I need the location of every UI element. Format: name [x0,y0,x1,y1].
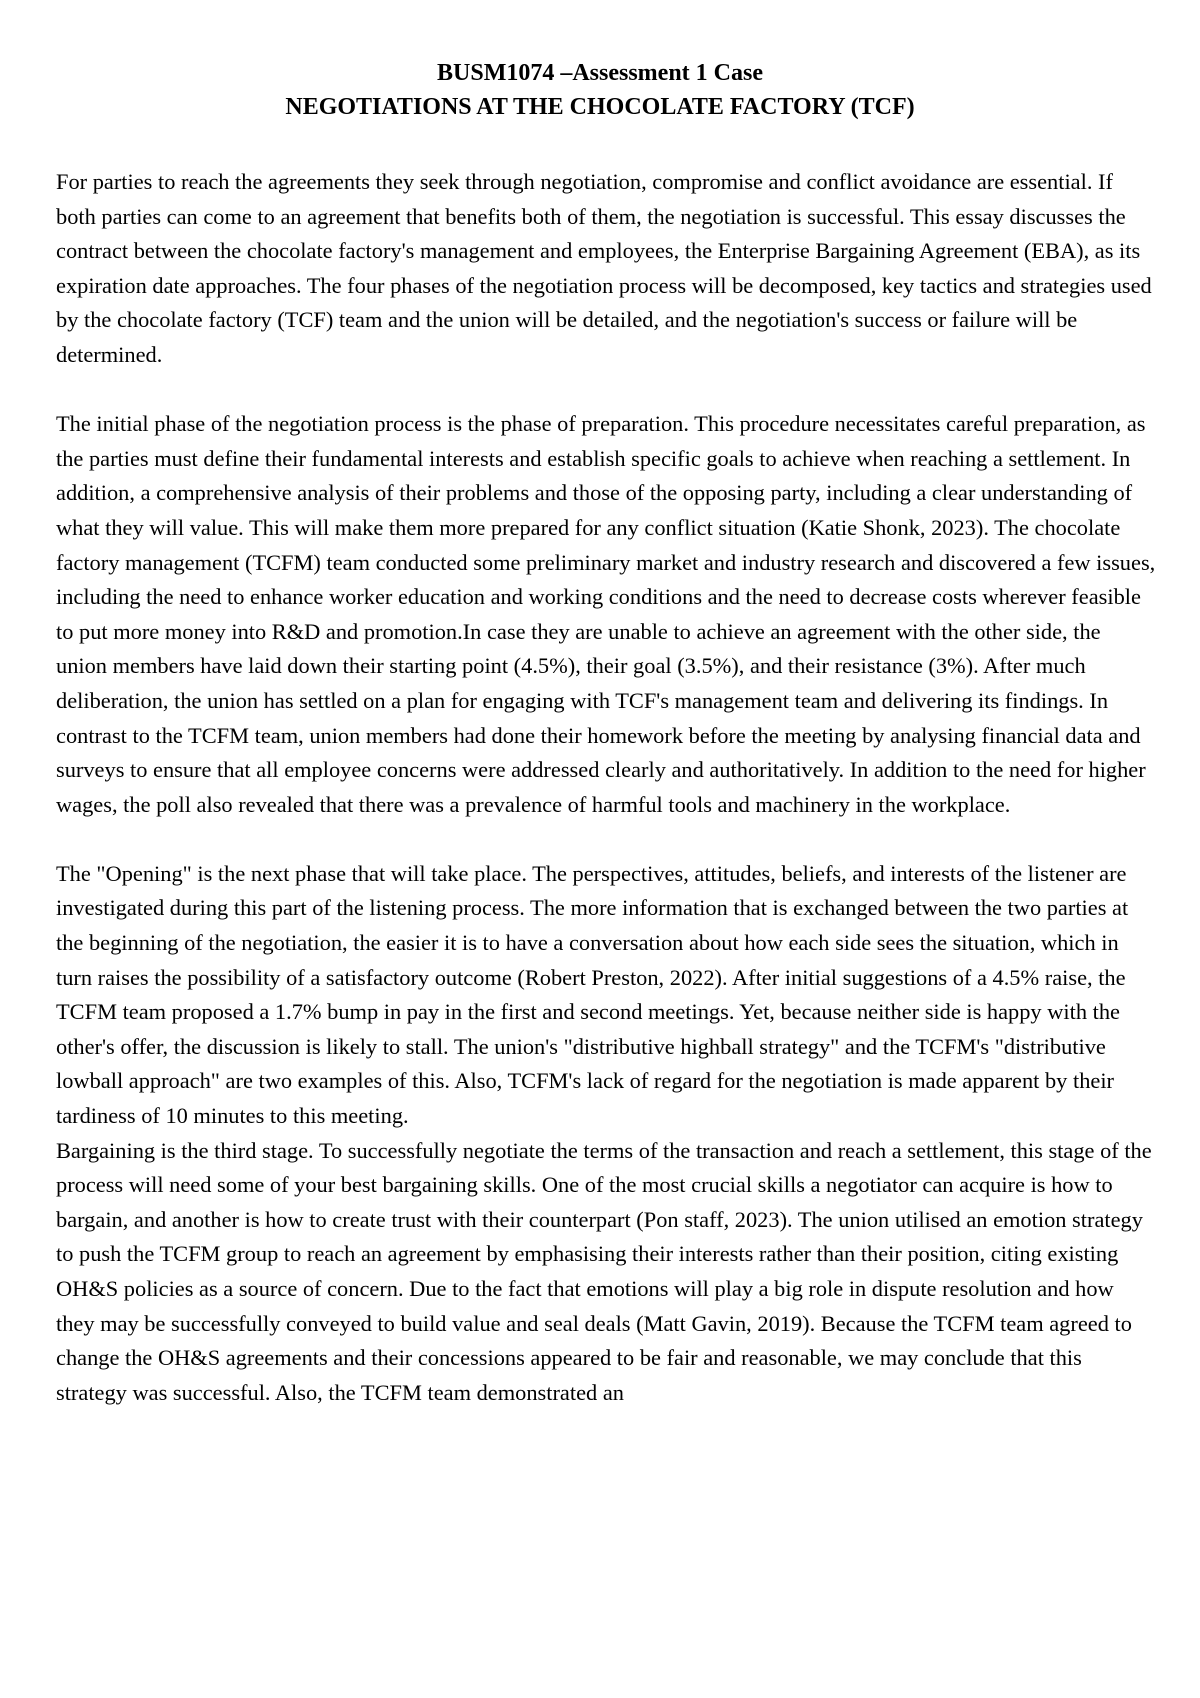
paragraph-introduction: For parties to reach the agreements they seek through negotiation, compromise and conflict avoidance are essential. If both parties can come to an agreement that benefits both of them, the negotiation is successful. This essay discusses the contract between the chocolate factory's management and employees, the Enterprise Bargaining Agreement (EBA), as its expiration date approaches. The four phases of the negotiation process will be decomposed, key tactics and strategies used by the chocolate factory (TCF) team and the union will be detailed, and the negotiation's success or failure will be determined. [56,169,1152,367]
course-assessment-heading: BUSM1074 –Assessment 1 Case [437,60,763,86]
document-title [0,56,1200,124]
essay-body [56,165,1156,1410]
paragraph-bargaining-phase: Bargaining is the third stage. To successfully negotiate the terms of the transaction and reach a settlement, this stage of the process will need some of your best bargaining skills. One of the most crucial skills a negotiator can acquire is how to bargain, and another is how to create trust with their counterpart (Pon staff, 2023). The union utilised an emotion strategy to push the TCFM group to reach an agreement by emphasising their interests rather than their position, citing existing OH&S policies as a source of concern. Due to the fact that emotions will play a big role in dispute resolution and how they may be successfully conveyed to build value and seal deals (Matt Gavin, 2019). Because the TCFM team agreed to change the OH&S agreements and their concessions appeared to be fair and reasonable, we may conclude that this strategy was successful. Also, the TCFM team demonstrated an [56,1137,1152,1405]
case-title-heading: NEGOTIATIONS AT THE CHOCOLATE FACTORY (TCF) [285,94,915,120]
paragraph-preparation-phase: The initial phase of the negotiation process is the phase of preparation. This procedure necessitates careful preparation, as the parties must define their fundamental interests and establish specific goals to achieve when reaching a settlement. In addition, a comprehensive analysis of their problems and those of the opposing party, including a clear understanding of what they will value. This will make them more prepared for any conflict situation (Katie Shonk, 2023). The chocolate factory management (TCFM) team conducted some preliminary market and industry research and discovered a few issues, including the need to enhance worker education and working conditions and the need to decrease costs wherever feasible to put more money into R&D and promotion.In case they are unable to achieve an agreement with the other side, the union members have laid down their starting point (4.5%), their goal (3.5%), and their resistance (3%). After much deliberation, the union has settled on a plan for engaging with TCF's management team and delivering its findings. In contrast to the TCFM team, union members had done their homework before the meeting by analysing financial data and surveys to ensure that all employee concerns were addressed clearly and authoritatively. In addition to the need for higher wages, the poll also revealed that there was a prevalence of harmful tools and machinery in the workplace. [56,411,1156,817]
paragraph-opening-phase: The "Opening" is the next phase that will take place. The perspectives, attitudes, beliefs, and interests of the listener are investigated during this part of the listening process. The more information that is exchanged between the two parties at the beginning of the negotiation, the easier it is to have a conversation about how each side sees the situation, which in turn raises the possibility of a satisfactory outcome (Robert Preston, 2022). After initial suggestions of a 4.5% raise, the TCFM team proposed a 1.7% bump in pay in the first and second meetings. Yet, because neither side is happy with the other's offer, the discussion is likely to stall. The union's "distributive highball strategy" and the TCFM's "distributive lowball approach" are two examples of this. Also, TCFM's lack of regard for the negotiation is made apparent by their tardiness of 10 minutes to this meeting. [56,860,1129,1129]
